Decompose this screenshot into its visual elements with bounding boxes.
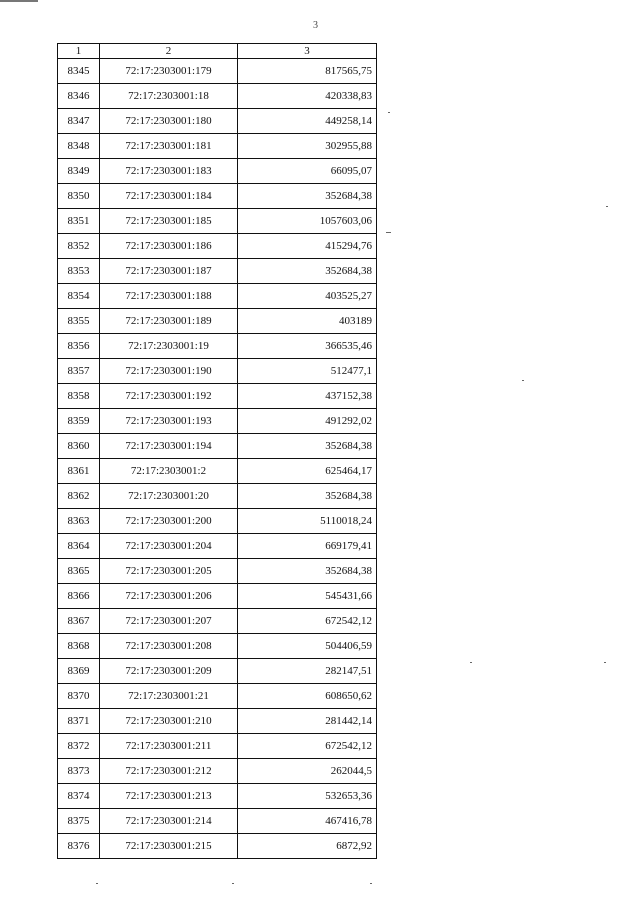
cadastral-number: 72:17:2303001:208 (100, 634, 238, 659)
row-number: 8358 (58, 384, 100, 409)
cadastral-number: 72:17:2303001:213 (100, 784, 238, 809)
cadastral-value: 532653,36 (238, 784, 377, 809)
row-number: 8345 (58, 59, 100, 84)
cadastral-number: 72:17:2303001:183 (100, 159, 238, 184)
table-row (58, 109, 377, 134)
cadastral-value: 625464,17 (238, 459, 377, 484)
table-row (58, 434, 377, 459)
row-number: 8356 (58, 334, 100, 359)
row-number: 8360 (58, 434, 100, 459)
cadastral-value: 352684,38 (238, 484, 377, 509)
cadastral-value: 491292,02 (238, 409, 377, 434)
row-number: 8350 (58, 184, 100, 209)
cadastral-number: 72:17:2303001:205 (100, 559, 238, 584)
row-number: 8346 (58, 84, 100, 109)
cadastral-number: 72:17:2303001:188 (100, 284, 238, 309)
table-row (58, 734, 377, 759)
row-number: 8359 (58, 409, 100, 434)
row-number: 8352 (58, 234, 100, 259)
cadastral-value: 669179,41 (238, 534, 377, 559)
table-row (58, 509, 377, 534)
cadastral-value: 1057603,06 (238, 209, 377, 234)
cadastral-value: 817565,75 (238, 59, 377, 84)
cadastral-number: 72:17:2303001:211 (100, 734, 238, 759)
cadastral-number: 72:17:2303001:212 (100, 759, 238, 784)
row-number: 8365 (58, 559, 100, 584)
scan-speck (388, 112, 390, 113)
row-number: 8348 (58, 134, 100, 159)
row-number: 8362 (58, 484, 100, 509)
header-col-1: 1 (58, 44, 100, 59)
cadastral-value: 352684,38 (238, 559, 377, 584)
cadastral-number: 72:17:2303001:179 (100, 59, 238, 84)
table-row (58, 709, 377, 734)
cadastral-value: 512477,1 (238, 359, 377, 384)
scan-speck (386, 232, 391, 233)
cadastral-value: 449258,14 (238, 109, 377, 134)
table-row (58, 234, 377, 259)
cadastral-value: 467416,78 (238, 809, 377, 834)
cadastral-number: 72:17:2303001:189 (100, 309, 238, 334)
row-number: 8374 (58, 784, 100, 809)
cadastral-number: 72:17:2303001:193 (100, 409, 238, 434)
cadastral-number: 72:17:2303001:21 (100, 684, 238, 709)
page-number: 3 (313, 20, 318, 31)
row-number: 8355 (58, 309, 100, 334)
cadastral-value: 281442,14 (238, 709, 377, 734)
table-row (58, 484, 377, 509)
cadastral-number: 72:17:2303001:186 (100, 234, 238, 259)
table-row (58, 634, 377, 659)
header-col-3: 3 (238, 44, 377, 59)
table-row (58, 684, 377, 709)
table-row (58, 609, 377, 634)
table-row (58, 459, 377, 484)
row-number: 8372 (58, 734, 100, 759)
cadastral-value: 545431,66 (238, 584, 377, 609)
cadastral-value: 437152,38 (238, 384, 377, 409)
scan-speck (606, 206, 608, 207)
cadastral-value: 608650,62 (238, 684, 377, 709)
row-number: 8353 (58, 259, 100, 284)
row-number: 8376 (58, 834, 100, 859)
cadastral-value: 352684,38 (238, 184, 377, 209)
row-number: 8361 (58, 459, 100, 484)
cadastral-value: 302955,88 (238, 134, 377, 159)
cadastral-value: 672542,12 (238, 609, 377, 634)
table-row (58, 59, 377, 84)
cadastral-value: 262044,5 (238, 759, 377, 784)
table-row (58, 159, 377, 184)
table-row (58, 134, 377, 159)
cadastral-value: 366535,46 (238, 334, 377, 359)
cadastral-number: 72:17:2303001:2 (100, 459, 238, 484)
table-row (58, 359, 377, 384)
cadastral-value: 5110018,24 (238, 509, 377, 534)
scan-speck (470, 662, 472, 663)
row-number: 8363 (58, 509, 100, 534)
table-row (58, 209, 377, 234)
cadastral-number: 72:17:2303001:206 (100, 584, 238, 609)
row-number: 8347 (58, 109, 100, 134)
scan-speck (522, 380, 524, 381)
table-row (58, 659, 377, 684)
table-row (58, 584, 377, 609)
scan-speck (96, 883, 98, 884)
cadastral-value: 282147,51 (238, 659, 377, 684)
cadastral-number: 72:17:2303001:214 (100, 809, 238, 834)
row-number: 8368 (58, 634, 100, 659)
row-number: 8373 (58, 759, 100, 784)
table-row (58, 309, 377, 334)
cadastral-value: 415294,76 (238, 234, 377, 259)
cadastral-value-table (57, 43, 377, 859)
cadastral-value: 672542,12 (238, 734, 377, 759)
cadastral-number: 72:17:2303001:180 (100, 109, 238, 134)
table-row (58, 84, 377, 109)
row-number: 8371 (58, 709, 100, 734)
cadastral-value: 6872,92 (238, 834, 377, 859)
scan-speck (604, 662, 606, 663)
scan-speck (370, 883, 372, 884)
cadastral-number: 72:17:2303001:210 (100, 709, 238, 734)
row-number: 8367 (58, 609, 100, 634)
row-number: 8364 (58, 534, 100, 559)
cadastral-number: 72:17:2303001:207 (100, 609, 238, 634)
table-row (58, 334, 377, 359)
table-row (58, 409, 377, 434)
cadastral-number: 72:17:2303001:184 (100, 184, 238, 209)
table-row (58, 259, 377, 284)
cadastral-number: 72:17:2303001:19 (100, 334, 238, 359)
table-row (58, 184, 377, 209)
table-row (58, 759, 377, 784)
cadastral-value: 352684,38 (238, 259, 377, 284)
row-number: 8351 (58, 209, 100, 234)
cadastral-number: 72:17:2303001:192 (100, 384, 238, 409)
scan-edge-mark (0, 0, 38, 2)
scan-speck (232, 883, 234, 884)
cadastral-number: 72:17:2303001:194 (100, 434, 238, 459)
cadastral-number: 72:17:2303001:185 (100, 209, 238, 234)
cadastral-value: 66095,07 (238, 159, 377, 184)
table-row (58, 559, 377, 584)
cadastral-number: 72:17:2303001:20 (100, 484, 238, 509)
cadastral-number: 72:17:2303001:204 (100, 534, 238, 559)
cadastral-number: 72:17:2303001:18 (100, 84, 238, 109)
row-number: 8349 (58, 159, 100, 184)
row-number: 8354 (58, 284, 100, 309)
table-row (58, 384, 377, 409)
table-row (58, 534, 377, 559)
row-number: 8357 (58, 359, 100, 384)
row-number: 8370 (58, 684, 100, 709)
cadastral-number: 72:17:2303001:181 (100, 134, 238, 159)
cadastral-number: 72:17:2303001:209 (100, 659, 238, 684)
header-row (58, 44, 377, 59)
table-row (58, 784, 377, 809)
table-row (58, 284, 377, 309)
row-number: 8369 (58, 659, 100, 684)
cadastral-number: 72:17:2303001:200 (100, 509, 238, 534)
cadastral-value: 403525,27 (238, 284, 377, 309)
table-row (58, 809, 377, 834)
cadastral-number: 72:17:2303001:215 (100, 834, 238, 859)
table-row (58, 834, 377, 859)
cadastral-value: 420338,83 (238, 84, 377, 109)
cadastral-value: 352684,38 (238, 434, 377, 459)
cadastral-number: 72:17:2303001:190 (100, 359, 238, 384)
row-number: 8366 (58, 584, 100, 609)
cadastral-value: 504406,59 (238, 634, 377, 659)
header-col-2: 2 (100, 44, 238, 59)
cadastral-value: 403189 (238, 309, 377, 334)
cadastral-number: 72:17:2303001:187 (100, 259, 238, 284)
row-number: 8375 (58, 809, 100, 834)
